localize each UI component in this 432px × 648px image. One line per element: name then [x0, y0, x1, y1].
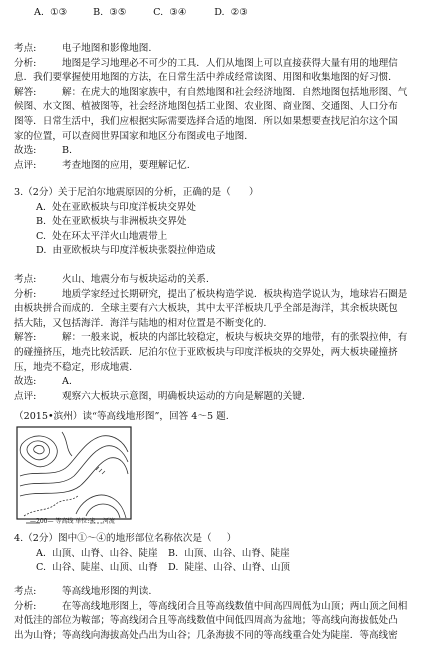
- dianping-label: 点评:: [14, 159, 37, 171]
- fenxi-text: 对低洼的部位为鞍部；等高线闭合且等高线数值中间低四周高为盆地；等高线向海拔低处凸: [14, 615, 398, 627]
- contour-line: [20, 458, 128, 496]
- kaodian-text: 电子地图和影像地图.: [62, 43, 152, 54]
- fenxi-row: [14, 57, 416, 72]
- option-a: A. 处在亚欧板块与印度洋板块交界处: [36, 201, 196, 213]
- contour-line: [34, 445, 45, 453]
- option-b: B. 处在亚欧板块与非洲板块交界处: [36, 216, 187, 228]
- option-row: [14, 547, 416, 562]
- guxuan-label: 故选:: [14, 145, 37, 157]
- option-d: D. ②③: [214, 7, 248, 18]
- cliff-mark: [96, 467, 105, 474]
- map-legend-caption: —200— 等高线 单位:米 河流: [30, 518, 115, 525]
- kaodian-text: 等高线地形图的判读.: [62, 586, 152, 597]
- river-line: [24, 496, 78, 516]
- dianping-label: 点评:: [14, 390, 37, 402]
- option-a: A. ①③: [34, 7, 68, 18]
- q2-explanation: [14, 42, 416, 173]
- fenxi-label: 分析:: [14, 288, 37, 300]
- fenxi-text: 出为山脊；等高线向海拔高处凸出为山谷；几条海拔不同的等高线重合处为陡崖．等高线密: [14, 629, 398, 641]
- guxuan-label: 故选:: [14, 376, 37, 388]
- dianping-row: [14, 159, 416, 174]
- fenxi-text: 由板块拼合而成的．全球主要有六大板块，其中太平洋板块几乎全部是海洋，其余板块既包: [14, 303, 398, 315]
- jieda-row: [14, 331, 416, 346]
- kaodian-label: 考点:: [14, 274, 37, 285]
- prev-question-options: [14, 6, 416, 21]
- q4-explanation: [14, 585, 416, 643]
- question-stem: 4.（2分）图中①～④的地形部位名称依次是（ ）: [14, 533, 237, 544]
- fenxi-row: [14, 288, 416, 303]
- jieda-text: 解：一般来说，板块的内部比较稳定，板块与板块交界的地带，有的张裂拉伸，有: [62, 332, 408, 344]
- q3-explanation: [14, 273, 416, 404]
- kaodian-row: [14, 585, 416, 600]
- contour-line: [62, 432, 72, 456]
- option-b: B. ③⑤: [93, 7, 127, 18]
- dianping-text: 考查地图的应用，要理解记忆.: [62, 159, 190, 171]
- contour-line: [27, 441, 50, 460]
- kaodian-label: 考点:: [14, 43, 37, 54]
- jieda-text: 的碰撞挤压，地壳比较活跃．尼泊尔位于亚欧板块与印度洋板块的交界处，两大板块碰撞挤: [14, 346, 398, 358]
- question-3: [14, 186, 416, 259]
- jieda-label: 解答:: [14, 332, 37, 344]
- fenxi-text: 地图是学习地理必不可少的工具．人们从地图上可以直接获得大量有用的地理信: [62, 57, 398, 69]
- fenxi-text: 息．我们要掌握使用地图的方法，在日常生活中养成经常读图、用图和收集地图的好习惯．: [14, 72, 398, 84]
- fenxi-text: 地质学家经过长期研究，提出了板块构造学说．板块构造学说认为，地球岩石圈是: [62, 288, 408, 300]
- guxuan-row: [14, 144, 416, 159]
- fenxi-text: 括大陆，又包括海洋．海洋与陆地的相对位置是不断变化的.: [14, 317, 267, 329]
- guxuan-answer: A.: [62, 376, 72, 388]
- jieda-text: 图等．日常生活中，我们应根据实际需要选择合适的地图．所以如果想要查找尼泊尔这个国: [14, 115, 398, 127]
- kaodian-text: 火山、地震分布与板块运动的关系.: [62, 274, 209, 285]
- jieda-row: [14, 86, 416, 101]
- jieda-label: 解答:: [14, 86, 37, 98]
- kaodian-label: 考点:: [14, 586, 37, 597]
- contour-map-figure: [16, 426, 132, 528]
- option-b: B. 山顶、山谷、山脊、陡崖: [168, 547, 290, 559]
- guxuan-answer: B.: [62, 145, 73, 157]
- jieda-text: 家的位置，可以查阅世界国家和地区分布图或电子地图．: [14, 130, 254, 142]
- fenxi-row: [14, 600, 416, 615]
- option-c: C. ③④: [153, 7, 187, 18]
- dianping-row: [14, 390, 416, 405]
- option-c: C. 山谷、陡崖、山顶、山脊: [36, 562, 158, 574]
- question-stem: 3.（2分）关于尼泊尔地震原因的分析，正确的是（ ）: [14, 187, 259, 198]
- option-d: D. 陡崖、山谷、山脊、山顶: [168, 562, 291, 574]
- kaodian-row: [14, 42, 416, 57]
- guxuan-row: [14, 375, 416, 390]
- fenxi-text: 在等高线地形图上，等高线闭合且等高线数值中间高四周低为山顶；两山顶之间相: [62, 600, 408, 612]
- option-row: [14, 561, 416, 576]
- jieda-text: 候图、水文图、植被图等，社会经济地图包括工业图、农业图、商业图、交通图、人口分布: [14, 101, 398, 113]
- fenxi-label: 分析:: [14, 600, 37, 612]
- option-d: D. 由亚欧板块与印度洋板块张裂拉伸造成: [36, 245, 216, 257]
- jieda-text: 压，地壳不稳定，形成地震．: [14, 361, 139, 373]
- contour-line: [20, 436, 128, 476]
- question-4: [14, 532, 416, 576]
- fenxi-label: 分析:: [14, 57, 37, 69]
- option-c: C. 处在环太平洋火山地震带上: [36, 230, 168, 242]
- kaodian-row: [14, 273, 416, 288]
- jieda-text: 解：在虎大的地图家族中，有自然地图和社会经济地图．自然地图包括地形图、气: [62, 86, 408, 98]
- group-intro: （2015•滨州）读“等高线地形图”，回答 4～5 题.: [14, 411, 229, 422]
- option-a: A. 山顶、山脊、山谷、陡崖: [36, 547, 158, 559]
- dianping-text: 观察六大板块示意图，明确板块运动的方向是解题的关键.: [62, 390, 305, 402]
- map-frame: [17, 427, 131, 519]
